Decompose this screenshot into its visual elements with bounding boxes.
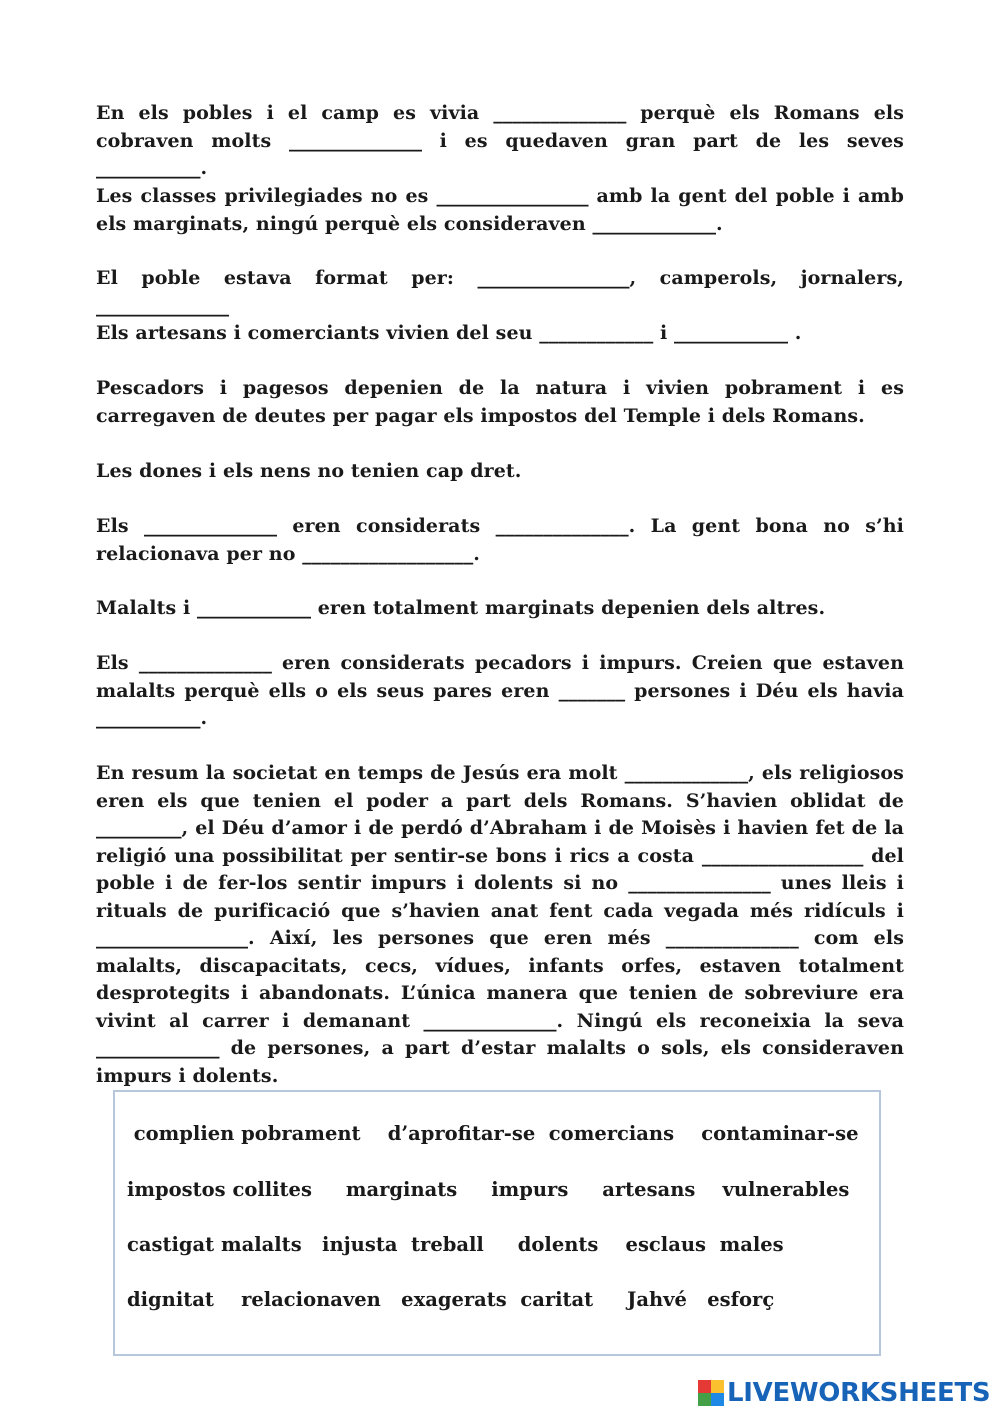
paragraph-text: unes lleis i rituals de purificació que s’havien anat fent cada vegada més ridículs i: [96, 872, 911, 922]
answer-blank[interactable]: ______________: [423, 1009, 557, 1032]
answer-blank[interactable]: ___________: [96, 707, 201, 729]
paragraph-text: perquè els Romans els cobraven molts: [96, 102, 911, 152]
answer-blank[interactable]: ________________: [477, 267, 630, 289]
answer-blank[interactable]: _________: [96, 817, 182, 839]
word-bank-line: impostos collites marginats impurs artesans vulnerables: [127, 1178, 850, 1201]
paragraph-text: eren considerats pecadors i impurs. Creien que estaven malalts perquè ells o els seus pares eren: [96, 652, 911, 702]
paragraph: [96, 375, 911, 430]
paragraph-text: .: [200, 157, 208, 179]
paragraph: [96, 513, 911, 568]
answer-blank[interactable]: __________________: [302, 542, 474, 565]
paragraph-text: eren considerats: [277, 515, 496, 537]
paragraph-text: En els pobles i el camp es vivia: [96, 102, 494, 124]
paragraph: [96, 100, 911, 183]
paragraph-text: Els artesans i comerciants vivien del seu: [96, 322, 540, 344]
paragraph-text: , els religiosos eren els que tenien el poder a part dels Romans. S’havien oblidat de: [96, 762, 911, 812]
paragraph-text: Els: [96, 652, 139, 674]
paragraph-text: . Ningú els reconeixia la seva: [556, 1009, 911, 1032]
answer-blank[interactable]: ___________: [96, 157, 201, 179]
paragraph-text: .: [788, 322, 802, 344]
paragraph-text: .: [715, 212, 723, 235]
paragraph-text: , camperols, jornalers,: [629, 267, 911, 289]
paragraph: [96, 595, 904, 623]
answer-blank[interactable]: ______________: [96, 294, 229, 317]
paragraph-text: .: [200, 707, 208, 729]
answer-blank[interactable]: ________________: [96, 927, 248, 949]
answer-blank[interactable]: ______________: [288, 129, 422, 152]
paragraph-text: Malalts i: [96, 597, 198, 619]
answer-blank[interactable]: ______________: [495, 515, 629, 537]
paragraph: [96, 650, 911, 733]
paragraph-text: , el Déu d’amor i de perdó d’Abraham i de Moisès i havien fet de la religió una possibilitat per sentir-se bons i rics a costa: [96, 817, 911, 867]
word-bank-line: castigat malalts injusta treball dolents esclaus males: [127, 1233, 784, 1256]
paragraph: [96, 760, 911, 1090]
paragraph-text: i: [653, 322, 675, 344]
answer-blank[interactable]: ______________: [144, 515, 278, 537]
paragraph-text: . Així, les persones que eren més: [248, 927, 666, 949]
answer-blank[interactable]: ____________: [539, 322, 654, 344]
paragraph-text: eren totalment marginats depenien dels altres.: [311, 597, 826, 619]
paragraph: [96, 320, 904, 348]
paragraph-text: Les classes privilegiades no es: [96, 185, 437, 207]
answer-blank[interactable]: ______________: [138, 652, 272, 674]
paragraph-text: persones i Déu els havia: [625, 679, 911, 702]
answer-blank[interactable]: _____________: [96, 1037, 220, 1059]
brand-name: LIVEWORKSHEETS: [727, 1378, 991, 1408]
paragraph-text: de persones, a part d’estar malalts o sols, els consideraven impurs i dolents.: [96, 1037, 911, 1087]
paragraph: [96, 265, 911, 320]
logo-icon: [698, 1380, 724, 1406]
paragraph-text: . La gent bona no s’hi relacionava per no: [96, 515, 911, 565]
paragraph: [96, 458, 904, 486]
paragraph-text: En resum la societat en temps de Jesús era molt: [96, 762, 625, 784]
answer-blank[interactable]: _______: [558, 679, 626, 702]
paragraph-text: Pescadors i pagesos depenien de la natura i vivien pobrament i es carregaven de deutes per pagar els impostos del Temple i dels Romans.: [96, 377, 911, 427]
paragraph-text: Els: [96, 515, 145, 537]
word-bank-box: [113, 1090, 881, 1356]
paragraph-text: i es quedaven gran part de les seves: [421, 129, 911, 152]
answer-blank[interactable]: _____________: [624, 762, 749, 784]
paragraph: [96, 183, 911, 238]
paragraph-text: Les dones i els nens no tenien cap dret.: [96, 460, 522, 482]
answer-blank[interactable]: _______________: [628, 872, 771, 894]
word-bank-line: complien pobrament d’aprofitar-se comercians contaminar-se: [127, 1122, 859, 1145]
word-bank-line: dignitat relacionaven exagerats caritat Jahvé esforç: [127, 1288, 775, 1311]
answer-blank[interactable]: ______________: [493, 102, 627, 124]
answer-blank[interactable]: _____________: [592, 212, 716, 235]
paragraph-text: com els malalts, discapacitats, cecs, vídues, infants orfes, estaven totalment desprotegits i abandonats. L’única manera que tenien de sobreviure era vivint al carrer i demanant: [96, 927, 911, 1032]
answer-blank[interactable]: ________________: [436, 185, 589, 207]
paragraph-text: .: [473, 542, 480, 565]
answer-blank[interactable]: ______________: [665, 927, 799, 949]
paragraph-text: El poble estava format per:: [96, 267, 478, 289]
liveworksheets-logo: [698, 1378, 990, 1408]
paragraph-text: amb la gent del poble i amb els marginats, ningú perquè els consideraven: [96, 185, 911, 235]
answer-blank[interactable]: ____________: [674, 322, 789, 344]
paragraph-text: del poble i de fer-los sentir impurs i dolents si no: [96, 844, 911, 894]
answer-blank[interactable]: _________________: [701, 844, 864, 867]
answer-blank[interactable]: ____________: [197, 597, 312, 619]
